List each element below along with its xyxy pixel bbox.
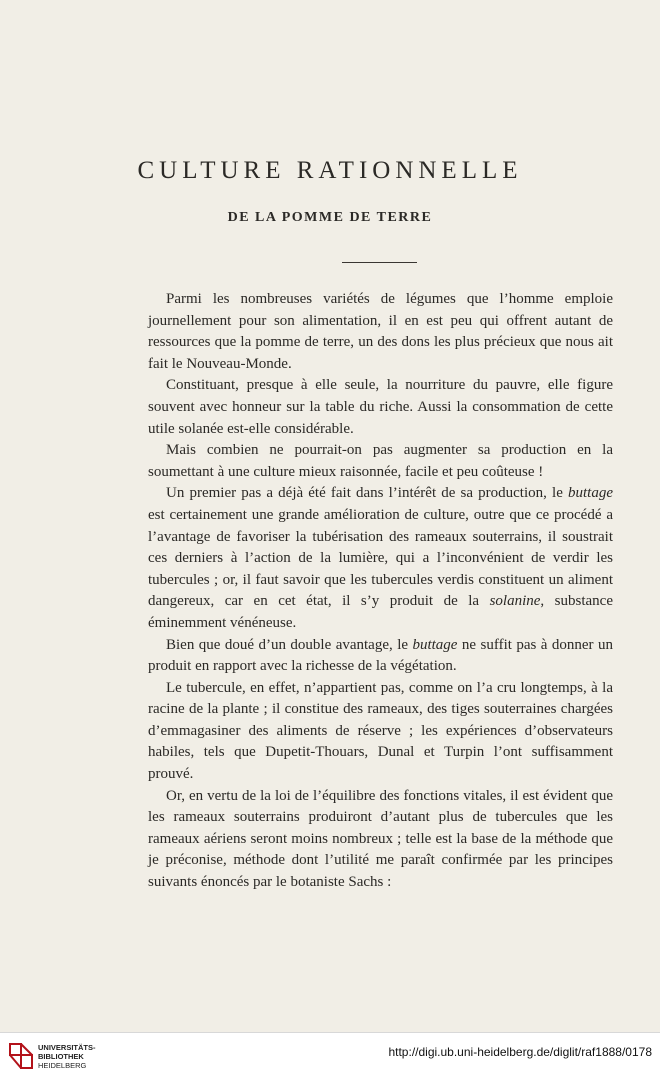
paragraph: [148, 786, 613, 894]
paragraph-text: Un premier pas a déjà été fait dans l’intérêt de sa production, le: [166, 485, 568, 502]
paragraph-text: Mais combien ne pourrait-on pas augmenter sa production en la soumettant à une culture mieux raisonnée, facile et peu coûteuse !: [148, 442, 613, 480]
paragraph: [148, 678, 613, 786]
library-name-line1: UNIVERSITÄTS-: [38, 1043, 96, 1052]
library-name-line2: BIBLIOTHEK: [38, 1052, 84, 1061]
heidelberg-library-logo-icon[interactable]: [7, 1041, 35, 1071]
page-subtitle: DE LA POMME DE TERRE: [227, 210, 433, 225]
paragraph-text: Bien que doué d’un double avantage, le: [166, 636, 413, 653]
paragraph: [148, 483, 613, 634]
paragraph-text: Constituant, presque à elle seule, la nourriture du pauvre, elle figure souvent avec honneur sur la table du riche. Aussi la consommation de cette utile solanée est-elle considérable.: [148, 377, 613, 437]
paragraph: [148, 440, 613, 483]
paragraph-text: est certainement une grande amélioration de culture, outre que ce procédé a l’avantage de favoriser la tubérisation des rameaux souterrains, il soustrait ces derniers à l’action de la lumière, qui a l’inconvénient de verdir les tubercules ; or, il faut savoir que les tubercules verdis constituent un aliment dangereux, car en cet état, il s’y produit de la: [148, 506, 613, 610]
page-title: CULTURE RATIONNELLE: [137, 157, 523, 184]
library-name-line3: HEIDELBERG: [38, 1061, 87, 1070]
italic-term: buttage: [568, 485, 613, 502]
article-body: [148, 289, 613, 894]
title-divider: [342, 262, 417, 263]
paragraph-text: ne suffit pas à donner un produit en rapport avec la richesse de la végétation.: [148, 636, 613, 675]
source-url-link[interactable]: http://digi.ub.uni-heidelberg.de/diglit/raf1888/0178: [388, 1045, 652, 1059]
paragraph-text: Or, en vertu de la loi de l’équilibre des fonctions vitales, il est évident que les rameaux souterrains produiront d’autant plus de tubercules que les rameaux aériens seront moins nombreux ; telle est la base de la méthode que je préconise, méthode dont l’utilité me paraît confirmée par les principes suivants énoncés par le botaniste Sachs :: [148, 787, 613, 891]
paragraph-text: , substance éminemment vénéneuse.: [148, 593, 613, 631]
library-name: [38, 1043, 96, 1070]
paragraph-text: Parmi les nombreuses variétés de légumes que l’homme emploie journellement pour son alimentation, il en est peu qui offrent autant de ressources que la pomme de terre, un des dons les plus précieux que nous ait fait le Nouveau-Monde.: [148, 291, 613, 372]
italic-term: buttage: [412, 636, 458, 653]
paragraph: [148, 375, 613, 440]
footer-bar: [0, 1032, 660, 1080]
paragraph: [148, 289, 613, 375]
paragraph-text: Le tubercule, en effet, n’appartient pas, comme on l’a cru longtemps, à la racine de la plante ; il constitue des rameaux, des tiges souterraines chargées d’emmagasiner des aliments de réserve ; les expériences d’observateurs habiles, tels que Dupetit-Thouars, Dunal et Turpin l’ont suffisamment prouvé.: [148, 679, 613, 783]
italic-term: solanine: [489, 593, 541, 610]
paragraph: [148, 635, 613, 678]
